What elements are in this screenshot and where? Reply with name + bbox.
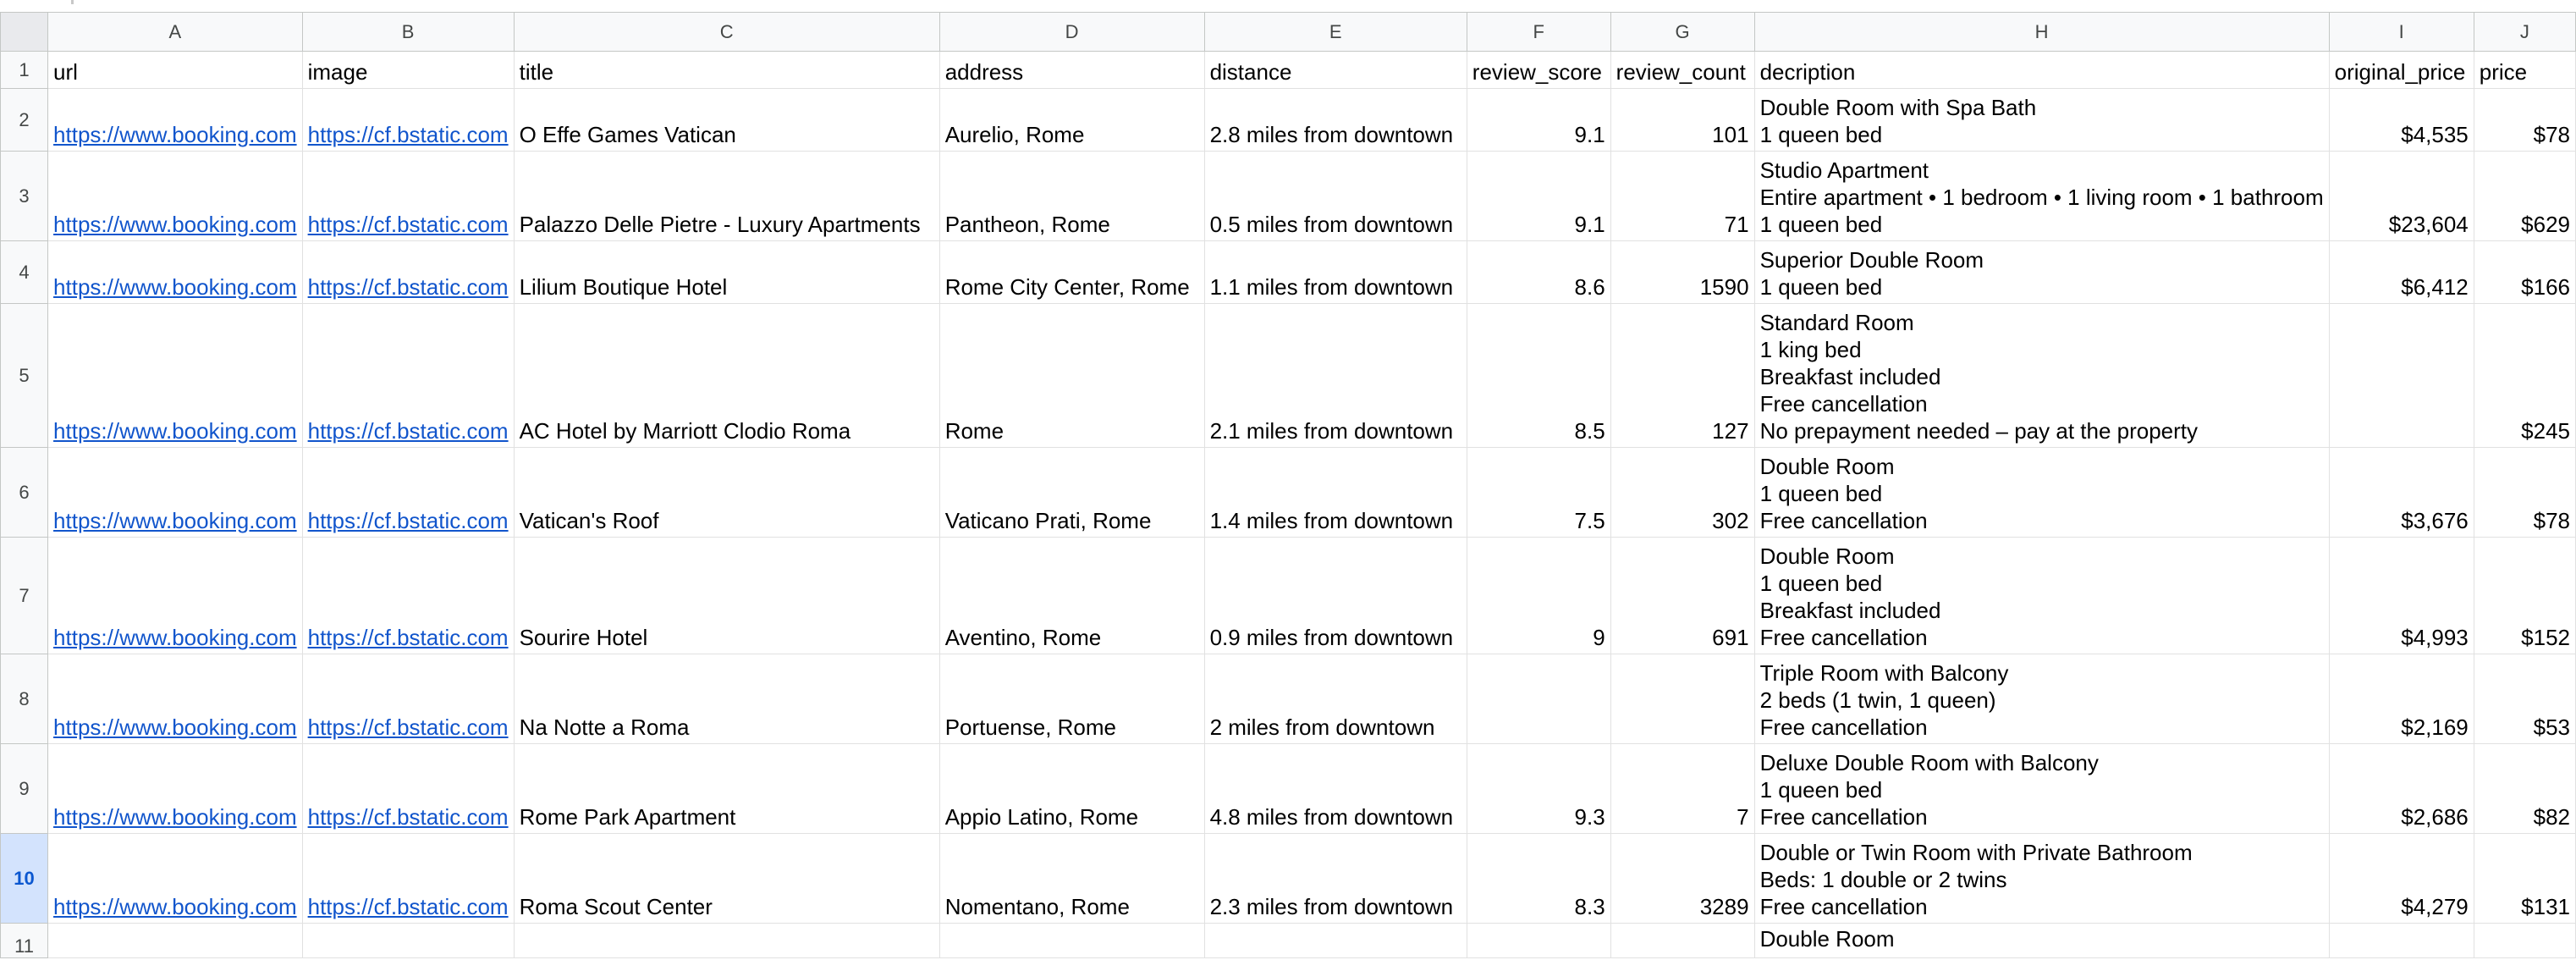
original-price-cell[interactable]: $3,676 [2329, 448, 2474, 538]
price-cell[interactable]: $78 [2474, 448, 2575, 538]
address-cell[interactable]: Rome City Center, Rome [939, 241, 1204, 304]
address-cell[interactable]: Aventino, Rome [939, 538, 1204, 654]
original-price-cell[interactable]: $4,993 [2329, 538, 2474, 654]
description-cell[interactable]: Triple Room with Balcony 2 beds (1 twin, 1 queen) Free cancellation [1754, 654, 2329, 744]
url-link[interactable]: https://www.booking.com [48, 152, 303, 241]
title-cell[interactable]: AC Hotel by Marriott Clodio Roma [514, 304, 939, 448]
row-header[interactable]: 1 [1, 52, 48, 89]
distance-cell[interactable]: 0.5 miles from downtown [1204, 152, 1467, 241]
review-score-cell[interactable] [1467, 924, 1610, 958]
review-count-cell[interactable]: 3289 [1610, 834, 1754, 924]
description-cell[interactable]: Double or Twin Room with Private Bathroom Beds: 1 double or 2 twins Free cancellation [1754, 834, 2329, 924]
column-header-row [1, 13, 2576, 52]
review-score-cell[interactable]: 9 [1467, 538, 1610, 654]
table-row [1, 448, 2576, 538]
review-count-cell[interactable]: 71 [1610, 152, 1754, 241]
header-data-row [1, 52, 2576, 89]
review-score-cell[interactable] [1467, 654, 1610, 744]
column-header-f[interactable]: F [1467, 13, 1610, 52]
url-link[interactable]: https://www.booking.com [48, 834, 303, 924]
original-price-cell[interactable]: $23,604 [2329, 152, 2474, 241]
column-header-j[interactable]: J [2474, 13, 2575, 52]
price-cell[interactable]: $53 [2474, 654, 2575, 744]
review-score-cell[interactable]: 8.5 [1467, 304, 1610, 448]
review-count-cell[interactable]: 101 [1610, 89, 1754, 152]
table-row [1, 834, 2576, 924]
url-link[interactable] [48, 924, 303, 958]
description-cell[interactable]: Superior Double Room 1 queen bed [1754, 241, 2329, 304]
review-count-cell[interactable] [1610, 924, 1754, 958]
review-count-cell[interactable]: 1590 [1610, 241, 1754, 304]
distance-cell[interactable] [1204, 924, 1467, 958]
description-cell[interactable]: Double Room 1 queen bed Breakfast included Free cancellation [1754, 538, 2329, 654]
url-link[interactable]: https://www.booking.com [48, 448, 303, 538]
original-price-cell[interactable]: $4,535 [2329, 89, 2474, 152]
cell-image-header[interactable]: image [302, 52, 514, 89]
image-link[interactable]: https://cf.bstatic.com [302, 448, 514, 538]
column-header-a[interactable]: A [48, 13, 303, 52]
distance-cell[interactable]: 0.9 miles from downtown [1204, 538, 1467, 654]
original-price-cell[interactable]: $2,686 [2329, 744, 2474, 834]
table-row-partial [1, 924, 2576, 958]
column-header-e[interactable]: E [1204, 13, 1467, 52]
distance-cell[interactable]: 2.8 miles from downtown [1204, 89, 1467, 152]
price-cell[interactable]: $152 [2474, 538, 2575, 654]
title-cell[interactable]: Palazzo Delle Pietre - Luxury Apartments [514, 152, 939, 241]
description-cell[interactable]: Double Room [1754, 924, 2329, 958]
address-cell[interactable]: Appio Latino, Rome [939, 744, 1204, 834]
table-row [1, 241, 2576, 304]
distance-cell[interactable]: 2.3 miles from downtown [1204, 834, 1467, 924]
cell-title-header[interactable]: title [514, 52, 939, 89]
row-header[interactable]: 11 [1, 924, 48, 958]
row-header[interactable]: 6 [1, 448, 48, 538]
review-score-cell[interactable]: 7.5 [1467, 448, 1610, 538]
image-link[interactable]: https://cf.bstatic.com [302, 152, 514, 241]
row-header[interactable]: 8 [1, 654, 48, 744]
column-header-g[interactable]: G [1610, 13, 1754, 52]
price-cell[interactable]: $82 [2474, 744, 2575, 834]
select-all-corner[interactable] [1, 13, 48, 52]
url-link[interactable]: https://www.booking.com [48, 241, 303, 304]
title-cell[interactable] [514, 924, 939, 958]
title-cell[interactable]: Rome Park Apartment [514, 744, 939, 834]
spreadsheet-grid[interactable] [0, 12, 2576, 958]
image-link[interactable]: https://cf.bstatic.com [302, 744, 514, 834]
table-row [1, 89, 2576, 152]
review-score-cell[interactable]: 8.6 [1467, 241, 1610, 304]
address-cell[interactable]: Nomentano, Rome [939, 834, 1204, 924]
price-cell[interactable] [2474, 924, 2575, 958]
distance-cell[interactable]: 4.8 miles from downtown [1204, 744, 1467, 834]
url-link[interactable]: https://www.booking.com [48, 654, 303, 744]
cell-description-header[interactable]: decription [1754, 52, 2329, 89]
row-header[interactable]: 3 [1, 152, 48, 241]
row-header[interactable]: 2 [1, 89, 48, 152]
address-cell[interactable]: Vaticano Prati, Rome [939, 448, 1204, 538]
cell-address-header[interactable]: address [939, 52, 1204, 89]
price-cell[interactable]: $629 [2474, 152, 2575, 241]
original-price-cell[interactable]: $2,169 [2329, 654, 2474, 744]
distance-cell[interactable]: 2.1 miles from downtown [1204, 304, 1467, 448]
image-link[interactable]: https://cf.bstatic.com [302, 654, 514, 744]
distance-cell[interactable]: 2 miles from downtown [1204, 654, 1467, 744]
column-header-c[interactable]: C [514, 13, 939, 52]
row-header[interactable]: 7 [1, 538, 48, 654]
url-link[interactable]: https://www.booking.com [48, 744, 303, 834]
address-cell[interactable] [939, 924, 1204, 958]
review-score-cell[interactable]: 8.3 [1467, 834, 1610, 924]
original-price-cell[interactable]: $6,412 [2329, 241, 2474, 304]
top-strip [0, 0, 2576, 12]
url-link[interactable]: https://www.booking.com [48, 89, 303, 152]
cell-price-header[interactable]: price [2474, 52, 2575, 89]
review-count-cell[interactable]: 302 [1610, 448, 1754, 538]
review-count-cell[interactable]: 127 [1610, 304, 1754, 448]
review-score-cell[interactable]: 9.1 [1467, 152, 1610, 241]
address-cell[interactable]: Pantheon, Rome [939, 152, 1204, 241]
title-cell[interactable]: Na Notte a Roma [514, 654, 939, 744]
title-cell[interactable]: Sourire Hotel [514, 538, 939, 654]
price-cell[interactable]: $78 [2474, 89, 2575, 152]
review-score-cell[interactable]: 9.3 [1467, 744, 1610, 834]
title-cell[interactable]: Roma Scout Center [514, 834, 939, 924]
url-link[interactable]: https://www.booking.com [48, 304, 303, 448]
table-row [1, 538, 2576, 654]
cell-original-price-header[interactable]: original_price [2329, 52, 2474, 89]
column-header-i[interactable]: I [2329, 13, 2474, 52]
review-count-cell[interactable] [1610, 654, 1754, 744]
row-header-selected[interactable]: 10 [1, 834, 48, 924]
price-cell[interactable]: $245 [2474, 304, 2575, 448]
image-link[interactable]: https://cf.bstatic.com [302, 538, 514, 654]
image-link[interactable]: https://cf.bstatic.com [302, 834, 514, 924]
table-row [1, 152, 2576, 241]
table-row [1, 744, 2576, 834]
description-cell[interactable]: Deluxe Double Room with Balcony 1 queen bed Free cancellation [1754, 744, 2329, 834]
description-cell[interactable]: Double Room 1 queen bed Free cancellation [1754, 448, 2329, 538]
address-cell[interactable]: Aurelio, Rome [939, 89, 1204, 152]
price-cell[interactable]: $166 [2474, 241, 2575, 304]
distance-cell[interactable]: 1.1 miles from downtown [1204, 241, 1467, 304]
description-cell[interactable]: Studio Apartment Entire apartment • 1 bedroom • 1 living room • 1 bathroom 1 queen bed [1754, 152, 2329, 241]
image-link[interactable]: https://cf.bstatic.com [302, 241, 514, 304]
address-cell[interactable]: Portuense, Rome [939, 654, 1204, 744]
address-cell[interactable]: Rome [939, 304, 1204, 448]
title-cell[interactable]: Vatican's Roof [514, 448, 939, 538]
toolbar-edge-mark [71, 0, 74, 4]
row-header[interactable]: 9 [1, 744, 48, 834]
image-link[interactable] [302, 924, 514, 958]
url-link[interactable]: https://www.booking.com [48, 538, 303, 654]
cell-distance-header[interactable]: distance [1204, 52, 1467, 89]
description-cell[interactable]: Double Room with Spa Bath 1 queen bed [1754, 89, 2329, 152]
original-price-cell[interactable] [2329, 924, 2474, 958]
original-price-cell[interactable] [2329, 304, 2474, 448]
column-header-h[interactable]: H [1754, 13, 2329, 52]
column-header-d[interactable]: D [939, 13, 1204, 52]
cell-review-count-header[interactable]: review_count [1610, 52, 1754, 89]
distance-cell[interactable]: 1.4 miles from downtown [1204, 448, 1467, 538]
image-link[interactable]: https://cf.bstatic.com [302, 304, 514, 448]
column-header-b[interactable]: B [302, 13, 514, 52]
price-cell[interactable]: $131 [2474, 834, 2575, 924]
image-link[interactable]: https://cf.bstatic.com [302, 89, 514, 152]
table-row [1, 654, 2576, 744]
row-header[interactable]: 4 [1, 241, 48, 304]
title-cell[interactable]: Lilium Boutique Hotel [514, 241, 939, 304]
row-header[interactable]: 5 [1, 304, 48, 448]
review-count-cell[interactable]: 691 [1610, 538, 1754, 654]
review-score-cell[interactable]: 9.1 [1467, 89, 1610, 152]
title-cell[interactable]: O Effe Games Vatican [514, 89, 939, 152]
review-count-cell[interactable]: 7 [1610, 744, 1754, 834]
cell-review-score-header[interactable]: review_score [1467, 52, 1610, 89]
description-cell[interactable]: Standard Room 1 king bed Breakfast included Free cancellation No prepayment needed – pay at the property [1754, 304, 2329, 448]
cell-url-header[interactable]: url [48, 52, 303, 89]
original-price-cell[interactable]: $4,279 [2329, 834, 2474, 924]
table-row [1, 304, 2576, 448]
